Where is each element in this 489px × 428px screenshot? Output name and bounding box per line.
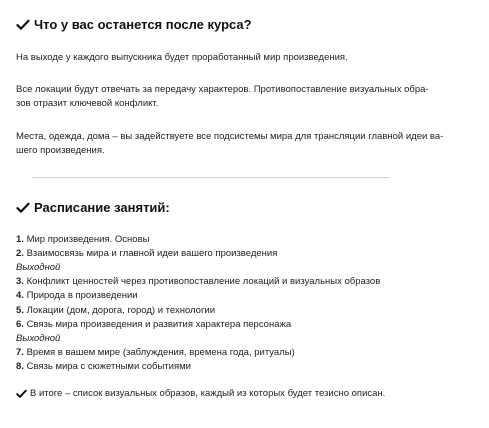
section-title-outcomes <box>16 16 445 34</box>
schedule-item-number: 3. <box>16 276 24 288</box>
schedule-item-number: 6. <box>16 318 24 330</box>
section-title-text: Расписание занятий: <box>34 199 170 215</box>
schedule-item <box>16 289 445 303</box>
section-divider <box>32 177 390 178</box>
schedule-item <box>16 360 445 374</box>
schedule-day-off: Выходной <box>16 332 61 344</box>
schedule-item-text: Конфликт ценностей через противопоставление локаций и визуальных образов <box>26 276 381 288</box>
schedule-item <box>16 318 445 332</box>
schedule-item-number: 2. <box>16 247 24 259</box>
checkmark-icon <box>16 389 27 399</box>
schedule-item-number: 1. <box>16 233 24 245</box>
checkmark-icon <box>16 19 30 31</box>
schedule-item-text: Связь мира произведения и развития характера персонажа <box>26 318 292 330</box>
schedule-item-text: Время в вашем мире (заблуждения, времена года, ритуалы) <box>26 347 295 359</box>
schedule-item <box>16 304 445 318</box>
paragraph-line: Места, одежда, дома – вы задействуете все подсистемы мира для трансляции главной идеи ва- <box>16 130 444 142</box>
section-title-schedule <box>16 199 445 217</box>
outcome-paragraph <box>16 51 445 66</box>
schedule-item <box>16 247 445 261</box>
schedule-item <box>16 275 445 289</box>
schedule-item-number: 4. <box>16 290 24 302</box>
paragraph-line: шего произведения. <box>16 145 105 156</box>
schedule-item-number: 8. <box>16 361 24 373</box>
schedule-item <box>16 346 445 360</box>
summary-text: В итоге – список визуальных образов, каждый из которых будет тезисно описан. <box>30 387 386 399</box>
schedule-item-text: Природа в произведении <box>26 290 138 302</box>
schedule-item-text: Взаимосвязь мира и главной идеи вашего произведения <box>26 247 278 259</box>
outcome-paragraph <box>16 130 445 159</box>
schedule-list <box>16 233 445 375</box>
summary-line <box>16 387 445 401</box>
schedule-day-off: Выходной <box>16 261 61 273</box>
paragraph-line: зов отразит ключевой конфликт. <box>16 98 159 109</box>
paragraph-line: На выходе у каждого выпускника будет проработанный мир произведения. <box>16 52 348 63</box>
schedule-item <box>16 233 445 247</box>
schedule-item-number: 7. <box>16 347 24 359</box>
outcome-paragraph <box>16 83 445 112</box>
paragraph-line: Все локации будут отвечать за передачу характеров. Противопоставление визуальных обра- <box>16 83 429 95</box>
schedule-item-text: Мир произведения. Основы <box>26 233 150 245</box>
schedule-item-text: Локации (дом, дорога, город) и технологии <box>26 304 216 316</box>
schedule-item-text: Связь мира с сюжетными событиями <box>26 361 191 373</box>
checkmark-icon <box>16 202 30 214</box>
schedule-item-number: 5. <box>16 304 24 316</box>
section-title-text: Что у вас останется после курса? <box>34 17 252 32</box>
